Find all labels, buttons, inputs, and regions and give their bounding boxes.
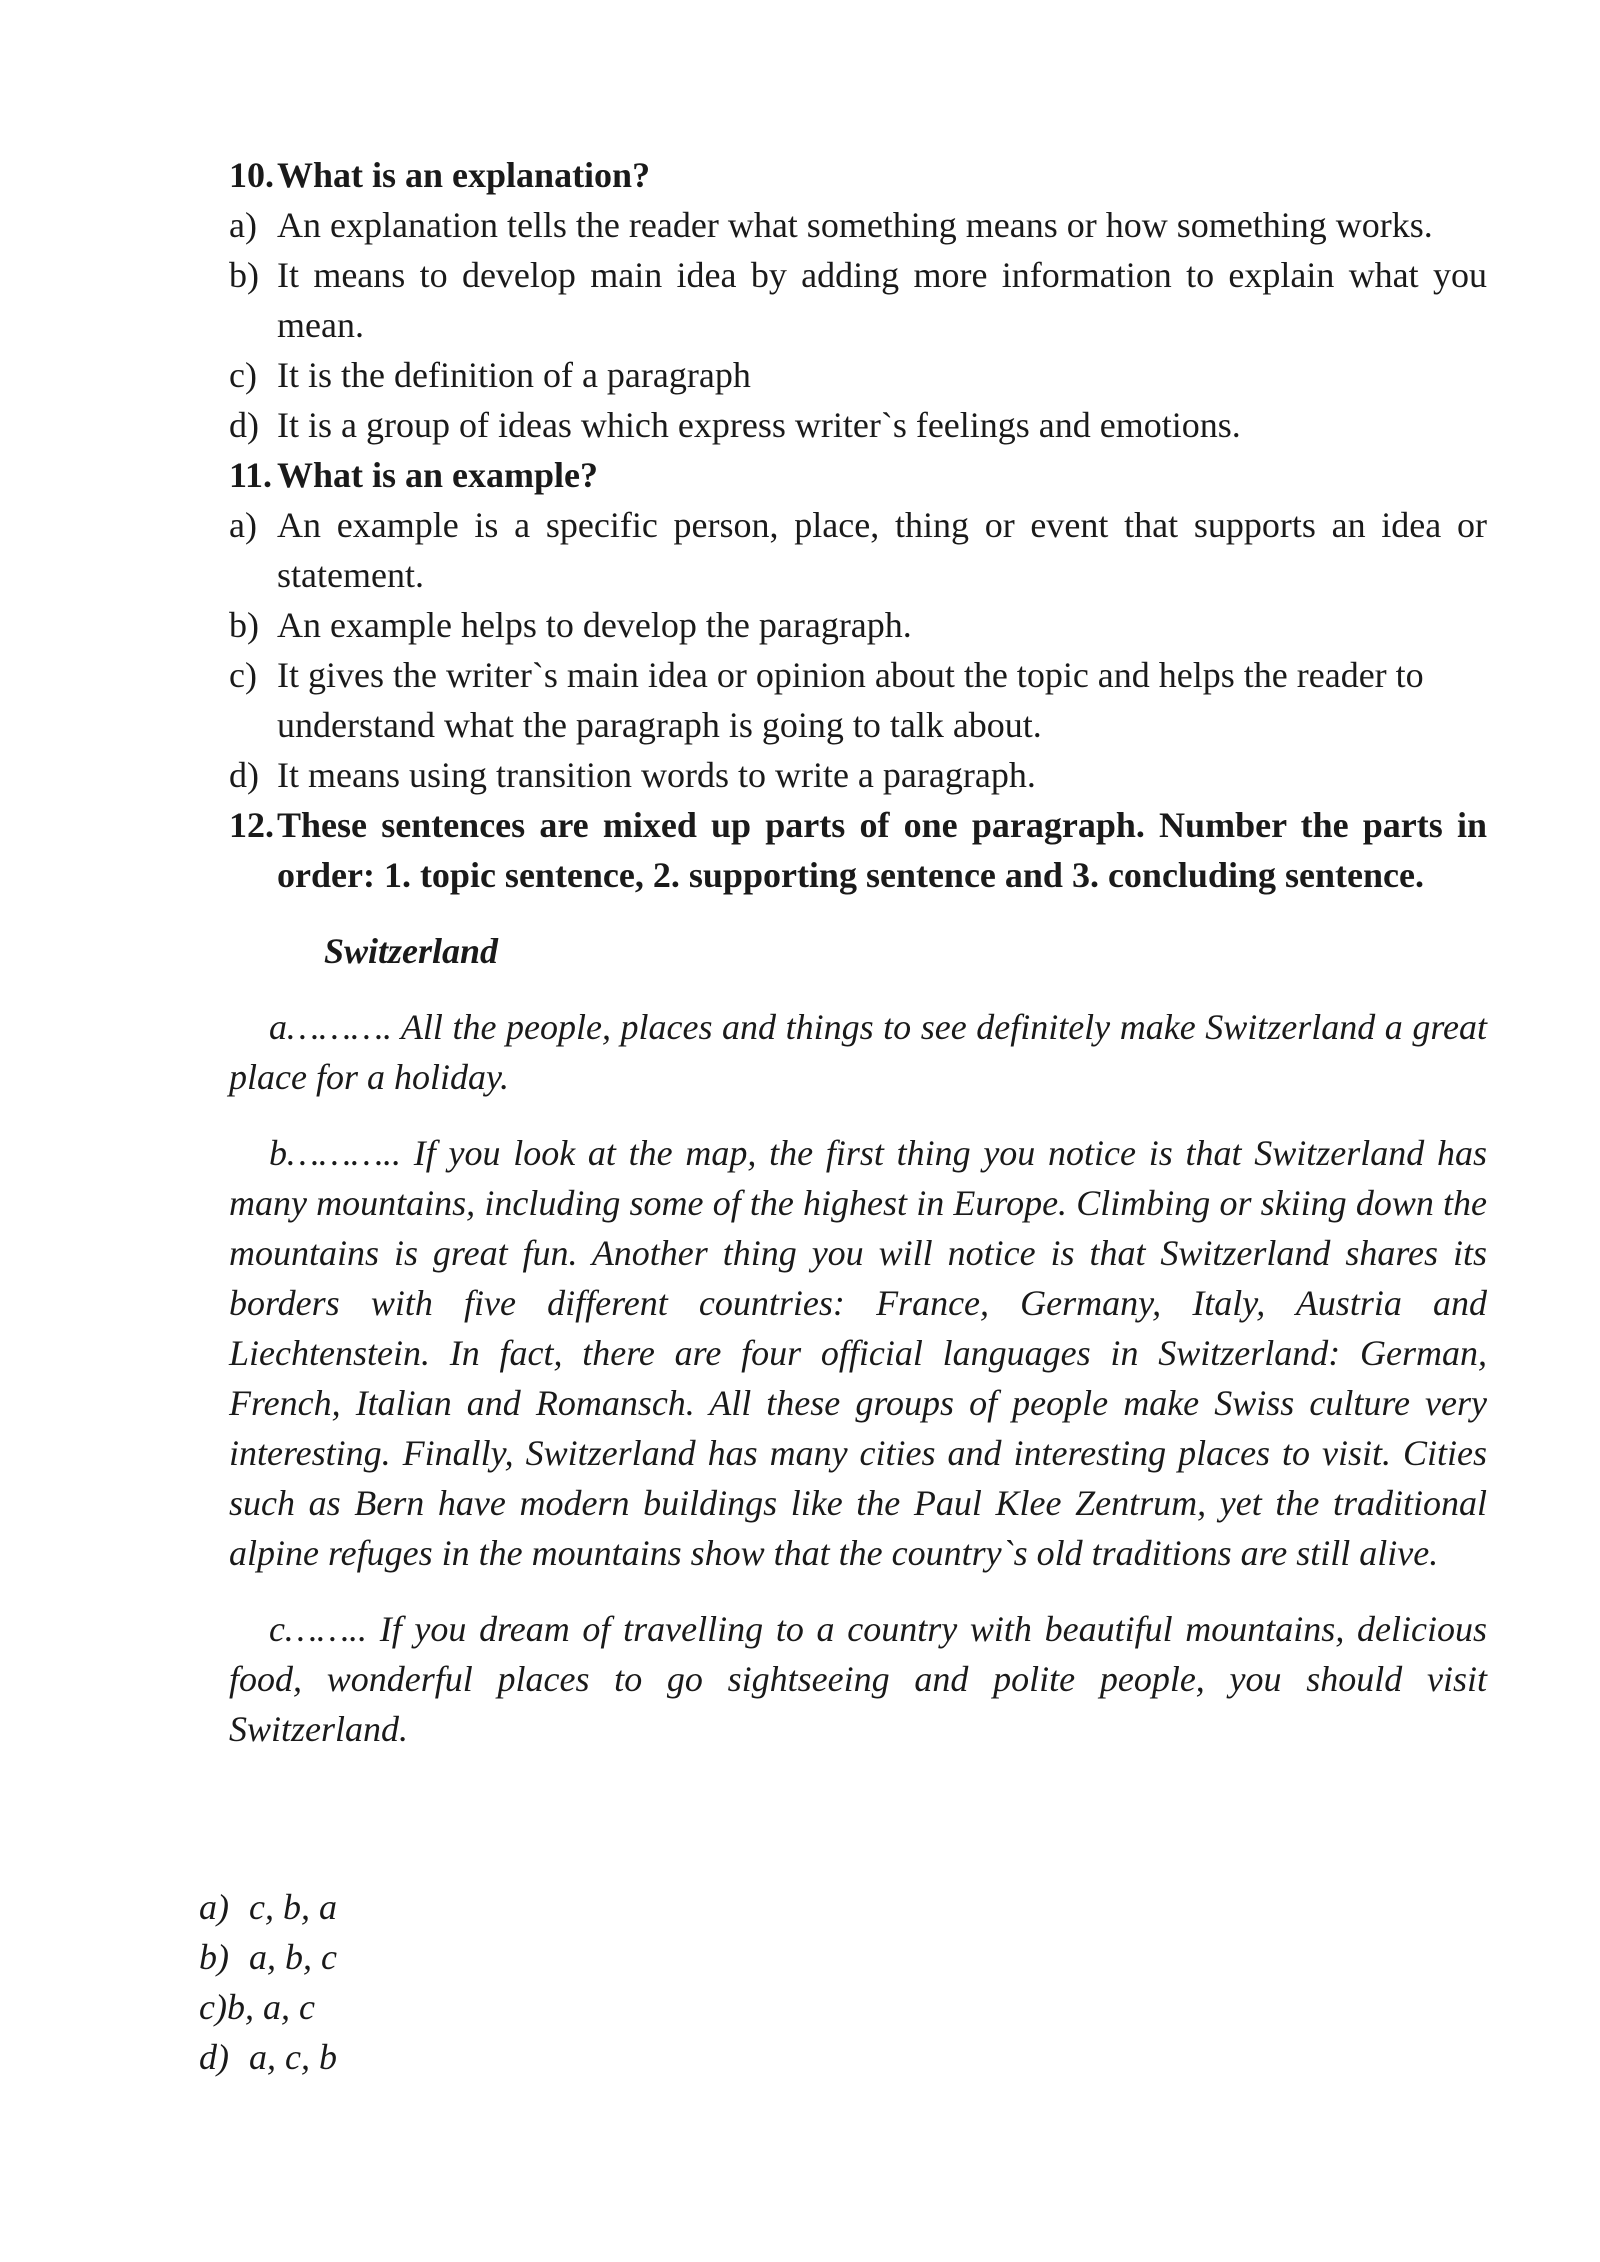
option-letter: c) — [229, 655, 257, 695]
answer-a — [199, 1882, 337, 1932]
option-text: An explanation tells the reader what something means or how something works. — [277, 205, 1433, 245]
option-letter: c) — [229, 355, 257, 395]
option-11a — [229, 500, 1487, 600]
answer-letter: b) — [199, 1937, 229, 1977]
answer-letter: a) — [199, 1887, 229, 1927]
option-text: It gives the writer`s main idea or opinion about the topic and helps the reader to understand what the paragraph is going to talk about. — [277, 655, 1424, 745]
story-paragraph-a: a………. All the people, places and things to see definitely make Switzerland a great place for a holiday. — [229, 1007, 1487, 1097]
answer-options — [199, 1882, 337, 2082]
answer-text: a, b, c — [249, 1937, 337, 1977]
question-12 — [229, 800, 1487, 900]
answer-letter: c) — [199, 1987, 227, 2027]
option-text: It means using transition words to write a paragraph. — [277, 755, 1036, 795]
option-10a — [229, 200, 1487, 250]
option-10c — [229, 350, 1487, 400]
option-10d — [229, 400, 1487, 450]
option-text: It is a group of ideas which express writer`s feelings and emotions. — [277, 405, 1241, 445]
content-column — [229, 150, 1487, 1780]
option-letter: a) — [229, 505, 257, 545]
question-11 — [229, 450, 1487, 500]
option-text: It means to develop main idea by adding more information to explain what you mean. — [277, 255, 1487, 345]
question-text: What is an explanation? — [277, 155, 651, 195]
story-title: Switzerland — [324, 931, 499, 971]
option-text: An example is a specific person, place, thing or event that supports an idea or statement. — [277, 505, 1487, 595]
question-number: 10. — [229, 155, 274, 195]
question-number: 12. — [229, 805, 274, 845]
option-letter: d) — [229, 755, 259, 795]
option-letter: a) — [229, 205, 257, 245]
answer-letter: d) — [199, 2037, 229, 2077]
option-letter: b) — [229, 605, 259, 645]
option-letter: b) — [229, 255, 259, 295]
answer-text: b, a, c — [226, 1987, 315, 2027]
answer-d — [199, 2032, 337, 2082]
question-number: 11. — [229, 455, 273, 495]
option-letter: d) — [229, 405, 259, 445]
story-paragraph-c: c…….. If you dream of travelling to a country with beautiful mountains, delicious food, wonderful places to go sightseeing and polite people, you should visit Switzerland. — [229, 1609, 1487, 1749]
answer-text: c, b, a — [249, 1887, 337, 1927]
question-text: These sentences are mixed up parts of one paragraph. Number the parts in order: 1. topic sentence, 2. supporting sentence and 3. concluding sentence. — [277, 805, 1487, 895]
option-11d — [229, 750, 1487, 800]
option-10b — [229, 250, 1487, 350]
answer-text: a, c, b — [249, 2037, 337, 2077]
option-11b — [229, 600, 1487, 650]
story-paragraph-b: b……….. If you look at the map, the first thing you notice is that Switzerland has many mountains, including some of the highest in Europe. Climbing or skiing down the mountains is great fun. Another thing you will notice is that Switzerland shares its borders with five different countries: France, Germany, Italy, Austria and Liechtenstein. In fact, there are four official languages in Switzerland: German, French, Italian and Romansch. All these groups of people make Swiss culture very interesting. Finally, Switzerland has many cities and interesting places to visit. Cities such as Bern have modern buildings like the Paul Klee Zentrum, yet the traditional alpine refuges in the mountains show that the country`s old traditions are still alive. — [229, 1133, 1487, 1573]
option-text: It is the definition of a paragraph — [277, 355, 751, 395]
answer-b — [199, 1932, 337, 1982]
option-text: An example helps to develop the paragraph. — [277, 605, 912, 645]
question-text: What is an example? — [277, 455, 599, 495]
question-10 — [229, 150, 1487, 200]
answer-c — [199, 1982, 337, 2032]
option-11c — [229, 650, 1487, 750]
